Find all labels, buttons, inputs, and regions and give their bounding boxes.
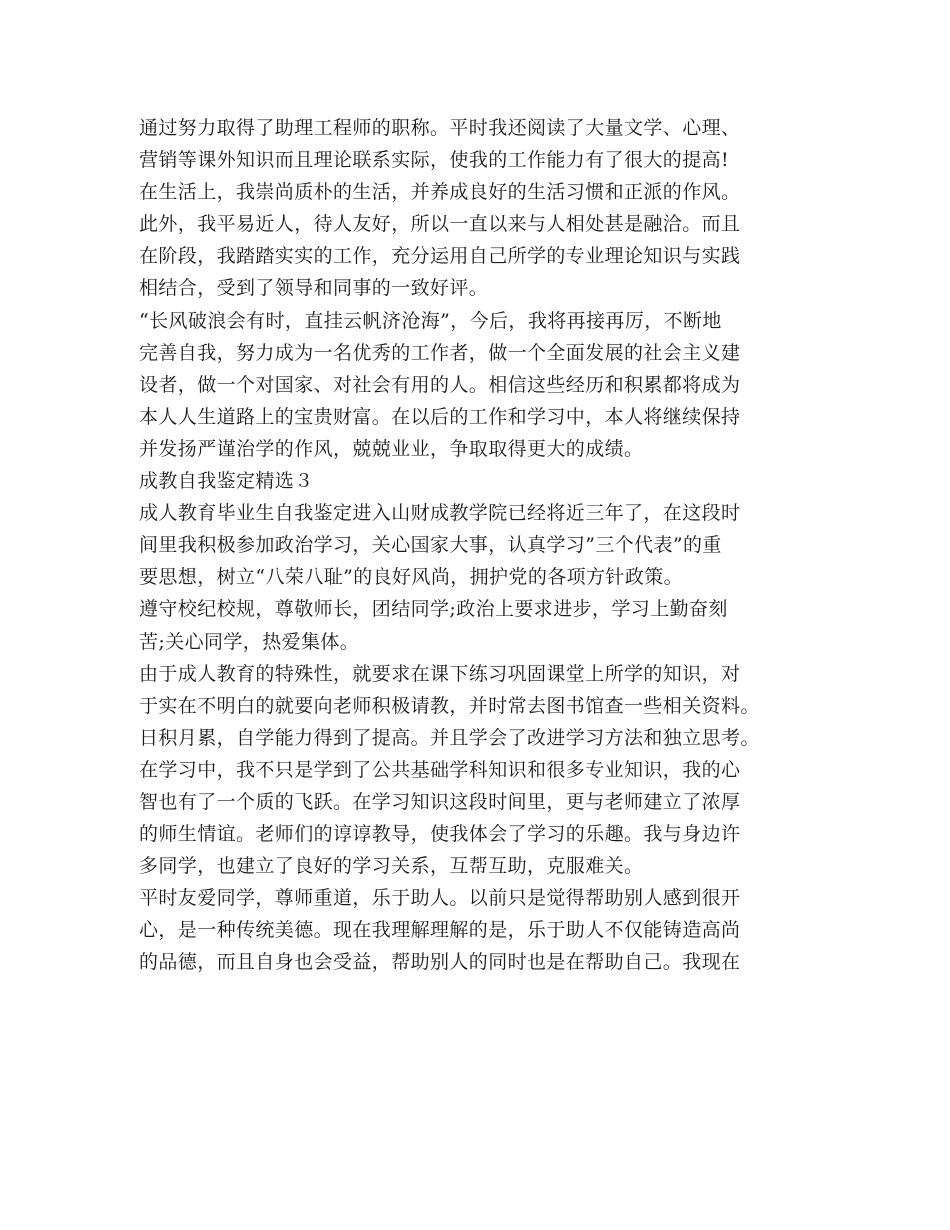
text-line-10: 本人人生道路上的宝贵财富。在以后的工作和学习中，本人将继续保持 bbox=[139, 405, 741, 428]
text-line-7: “长风破浪会有时，直挂云帆济沧海”，今后，我将再接再厉，不断地 bbox=[139, 309, 722, 332]
text-line-22: 智也有了一个质的飞跃。在学习知识这段时间里，更与老师建立了浓厚 bbox=[139, 790, 741, 813]
text-line-9: 设者，做一个对国家、对社会有用的人。相信这些经历和积累都将成为 bbox=[139, 373, 741, 396]
text-line-20: 日积月累，自学能力得到了提高。并且学会了改进学习方法和独立思考。 bbox=[139, 726, 760, 749]
text-line-19: 于实在不明白的就要向老师积极请教，并时常去图书馆查一些相关资料。 bbox=[139, 694, 760, 717]
section-heading: 成教自我鉴定精选３ bbox=[139, 470, 314, 493]
text-line-6: 相结合，受到了领导和同事的一致好评。 bbox=[139, 277, 489, 300]
text-line-26: 心，是一种传统美德。现在我理解理解的是，乐于助人不仅能铸造高尚 bbox=[139, 919, 741, 942]
text-line-21: 在学习中，我不只是学到了公共基础学科知识和很多专业知识，我的心 bbox=[139, 758, 741, 781]
text-line-3: 在生活上，我崇尚质朴的生活，并养成良好的生活习惯和正派的作风。 bbox=[139, 181, 741, 204]
text-line-25: 平时友爱同学，尊师重道，乐于助人。以前只是觉得帮助别人感到很开 bbox=[139, 887, 741, 910]
text-line-27: 的品德，而且自身也会受益，帮助别人的同时也是在帮助自己。我现在 bbox=[139, 951, 741, 974]
text-line-4: 此外，我平易近人，待人友好，所以一直以来与人相处甚是融洽。而且 bbox=[139, 213, 741, 236]
text-line-24: 多同学，也建立了良好的学习关系，互帮互助，克服难关。 bbox=[139, 855, 644, 878]
text-line-8: 完善自我，努力成为一名优秀的工作者，做一个全面发展的社会主义建 bbox=[139, 341, 741, 364]
text-line-15: 要思想，树立“八荣八耻”的良好风尚，拥护党的各项方针政策。 bbox=[139, 566, 684, 589]
document-body bbox=[139, 112, 829, 979]
text-line-1: 通过努力取得了助理工程师的职称。平时我还阅读了大量文学、心理、 bbox=[139, 117, 741, 139]
text-line-2: 营销等课外知识而且理论联系实际，使我的工作能力有了很大的提高! bbox=[139, 149, 730, 172]
text-line-23: 的师生情谊。老师们的谆谆教导，使我体会了学习的乐趣。我与身边许 bbox=[139, 823, 741, 846]
text-line-13: 成人教育毕业生自我鉴定进入山财成教学院已经将近三年了，在这段时 bbox=[139, 502, 741, 525]
text-line-17: 苦;关心同学，热爱集体。 bbox=[139, 630, 360, 653]
text-line-16: 遵守校纪校规，尊敬师长，团结同学;政治上要求进步，学习上勤奋刻 bbox=[139, 598, 728, 621]
text-line-18: 由于成人教育的特殊性，就要求在课下练习巩固课堂上所学的知识，对 bbox=[139, 662, 741, 685]
text-line-14: 间里我积极参加政治学习，关心国家大事，认真学习”三个代表”的重 bbox=[139, 534, 722, 557]
text-line-11: 并发扬严谨治学的作风，兢兢业业，争取取得更大的成绩。 bbox=[139, 437, 644, 460]
text-line-5: 在阶段，我踏踏实实的工作，充分运用自己所学的专业理论知识与实践 bbox=[139, 245, 741, 268]
